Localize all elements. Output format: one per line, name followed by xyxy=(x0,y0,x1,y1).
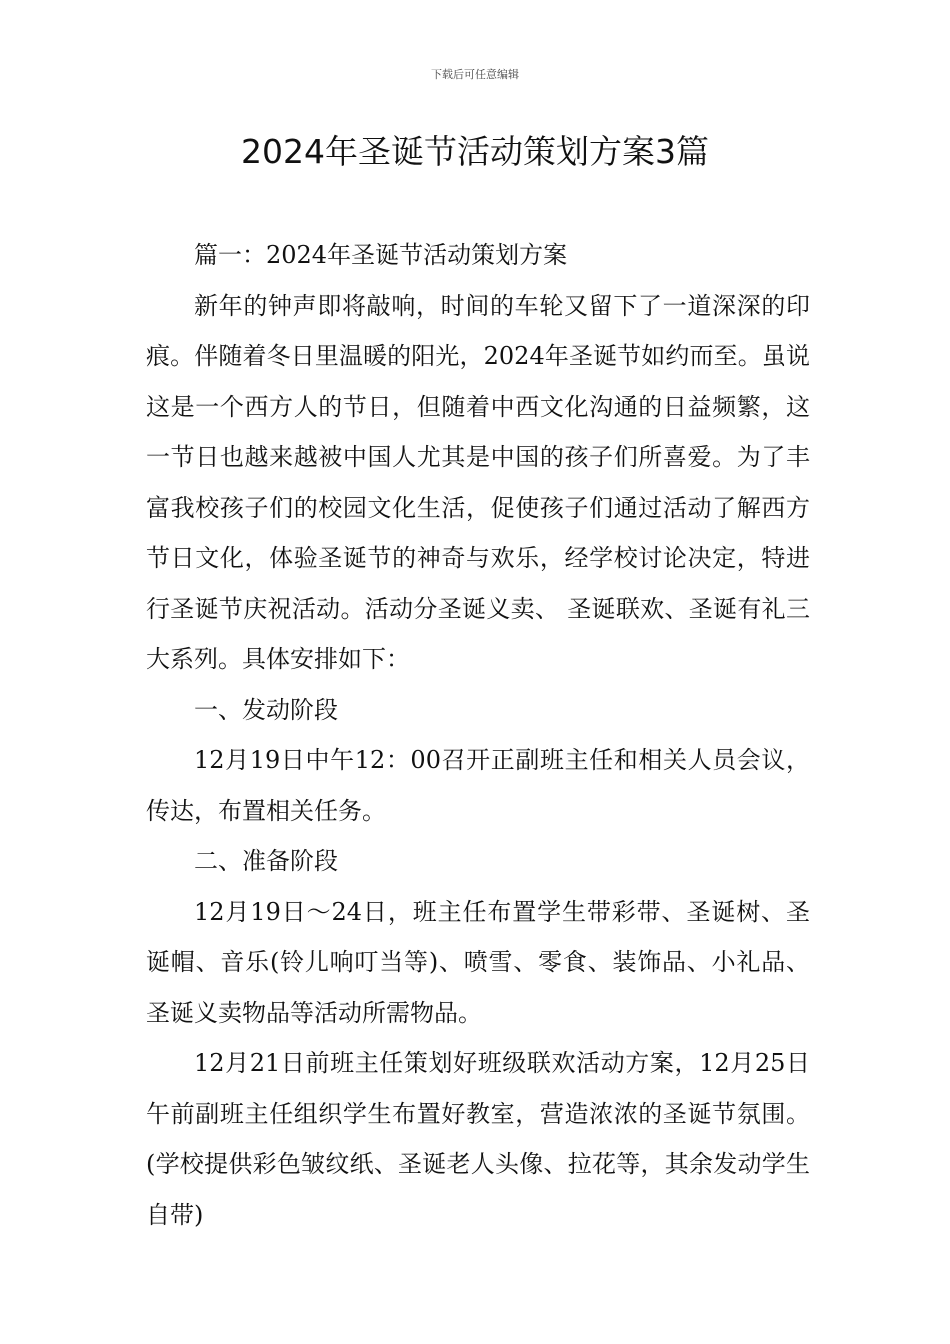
section-heading-part-one: 篇一：2024年圣诞节活动策划方案 xyxy=(194,241,568,269)
launch-stage-paragraph: 12月19日中午12：00召开正副班主任和相关人员会议，传达，布置相关任务。 xyxy=(146,746,810,825)
document-title: 2024年圣诞节活动策划方案3篇 xyxy=(241,132,709,171)
section-heading-launch-stage: 一、发动阶段 xyxy=(194,695,338,724)
preparation-paragraph-2: 12月21日前班主任策划好班级联欢活动方案，12月25日午前副班主任组织学生布置好教室，营造浓浓的圣诞节氛围。(学校提供彩色皱纹纸、圣诞老人头像、拉花等，其余发动学生自带) xyxy=(146,1049,810,1229)
preparation-paragraph-1: 12月19日～24日，班主任布置学生带彩带、圣诞树、圣诞帽、音乐(铃儿响叮当等)、喷雪、零食、装饰品、小礼品、圣诞义卖物品等活动所需物品。 xyxy=(146,897,810,1027)
intro-paragraph: 新年的钟声即将敲响，时间的车轮又留下了一道深深的印痕。伴随着冬日里温暖的阳光，2024年圣诞节如约而至。虽说这是一个西方人的节日，但随着中西文化沟通的日益频繁，这一节日也越来越被中国人尤其是中国的孩子们所喜爱。为了丰富我校孩子们的校园文化生活，促使孩子们通过活动了解西方节日文化，体验圣诞节的神奇与欢乐，经学校讨论决定，特进行圣诞节庆祝活动。活动分圣诞义卖、 圣诞联欢、圣诞有礼三大系列。具体安排如下： xyxy=(146,291,810,673)
section-heading-preparation-stage: 二、准备阶段 xyxy=(194,847,338,875)
page-header-note: 下载后可任意编辑 xyxy=(431,68,519,81)
document-body xyxy=(146,230,810,1240)
